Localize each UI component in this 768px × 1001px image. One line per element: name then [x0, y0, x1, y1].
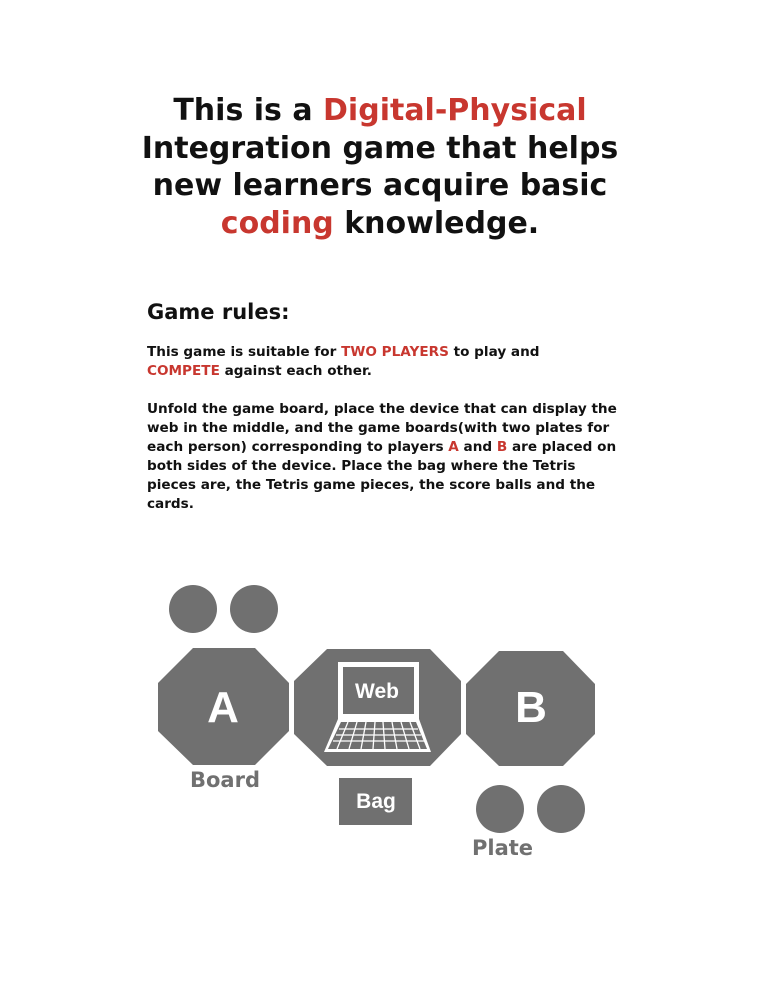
para2-text-3: are placed on both sides of the device. Place the bag where the Tetris pieces are, the Tetris game pieces, the score balls and the cards. [147, 439, 617, 512]
headline-highlight-digital-physical: Digital-Physical [323, 93, 587, 128]
para1-text-3: against each other. [219, 363, 372, 379]
plate-a2 [230, 585, 278, 633]
board-a-label: A [207, 683, 239, 732]
para1-text: This game is suitable for [147, 344, 342, 360]
plate-b1 [476, 785, 524, 833]
headline-highlight-coding: coding [220, 205, 334, 241]
para1-text-2: to play and [448, 344, 540, 360]
para2-text: Unfold the game board, place the device that can display the web in the middle, and the game boards(with two plates for each person) corresponding to players [147, 401, 617, 455]
highlight-compete: COMPETE [147, 363, 220, 379]
bag-label: Bag [356, 790, 396, 813]
highlight-player-a: A [448, 439, 459, 455]
board-caption: Board [190, 768, 260, 792]
highlight-player-b: B [496, 439, 508, 455]
plate-b2 [537, 785, 585, 833]
para2-text-2: and [458, 439, 497, 455]
rules-title: Game rules: [147, 300, 290, 324]
device-label: Web [355, 680, 399, 703]
headline-text-end: knowledge. [333, 205, 540, 241]
plate-caption: Plate [472, 836, 534, 860]
highlight-two-players: TWO PLAYERS [341, 344, 449, 360]
laptop-icon [324, 662, 431, 752]
headline-text: This is a [173, 93, 324, 128]
board-b-label: B [515, 683, 547, 732]
headline-text-middle: Integration game that helps new learners acquire basic [141, 130, 619, 203]
plate-a1 [169, 585, 217, 633]
